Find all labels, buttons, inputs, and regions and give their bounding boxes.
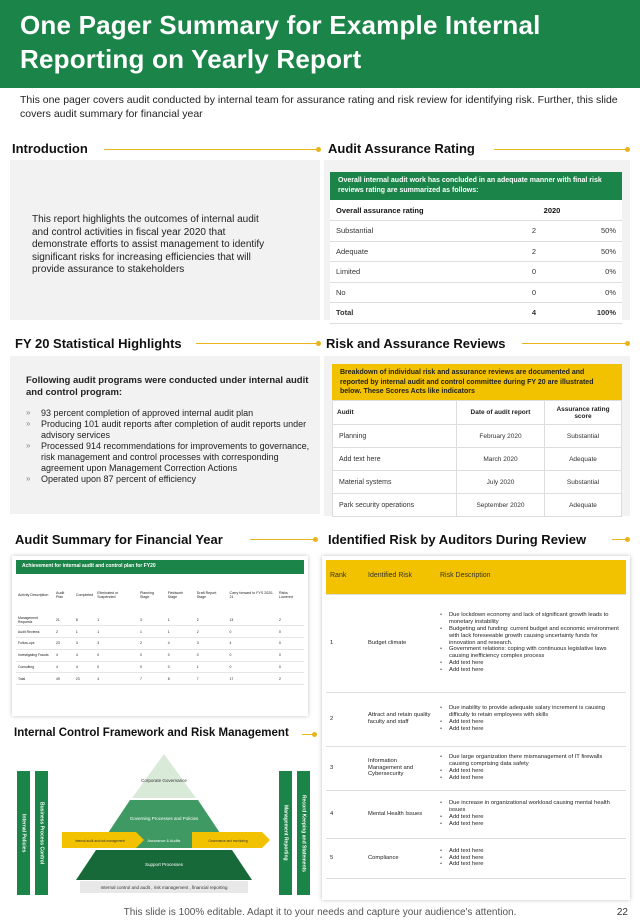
risk-cell: Information Management and Cybersecurity: [364, 746, 436, 790]
table-row: [16, 638, 304, 650]
cell: 1: [74, 626, 95, 638]
cell: 0: [482, 282, 542, 303]
header-cell: Identified Risk: [364, 560, 436, 594]
list-item: » Producing 101 audit reports after completion of audit reports under advisory services: [26, 419, 311, 441]
cell: July 2020: [457, 471, 545, 494]
introduction-text: This report highlights the outcomes of internal audit and control activities in fiscal year 2020 that demonstrate efforts to assist management to identify significant risks for increasing efficiencies that will provide assurance to stakeholders: [32, 214, 265, 275]
cell: 4: [54, 649, 74, 661]
page-number: 22: [616, 907, 628, 918]
table-row: [330, 241, 622, 262]
divider-dot: [316, 341, 321, 346]
title-banner: [0, 0, 640, 88]
header-cell: Eliminated or Suspended: [97, 591, 119, 599]
header-cell: Risks Lowered: [279, 591, 293, 599]
page-title: One Pager Summary for Example Internal Reporting on Yearly Report: [20, 10, 541, 74]
cell: 0: [195, 649, 228, 661]
list-item: • Government relations: coping with continuous legislative laws causing inefficiency complex process: [440, 646, 622, 660]
right-arrow-label: Governance and monitoring: [208, 839, 248, 843]
cell: 1: [195, 661, 228, 673]
cell: 4: [95, 673, 138, 685]
audit-rating-table: [330, 200, 622, 324]
identified-risk-table: [326, 560, 626, 879]
audit-summary-table: [16, 576, 304, 685]
cell: Planning: [333, 425, 457, 448]
table-header: [326, 560, 626, 594]
header-cell: Completed: [75, 593, 94, 597]
cell: Adequate: [330, 241, 482, 262]
description-list: [440, 705, 622, 732]
cell: February 2020: [457, 425, 545, 448]
list-item: • Add text here: [440, 861, 622, 868]
table-row: [333, 425, 622, 448]
pyramid-diagram: [56, 752, 272, 896]
cell: Audit Reviews: [16, 626, 54, 638]
cell: September 2020: [457, 494, 545, 517]
header-cell: Date of audit report: [457, 401, 545, 425]
header-cell: Activity Description: [18, 593, 49, 597]
list-item: • Add text here: [440, 775, 622, 782]
audit-summary-banner: Achievement for internal audit and control plan for FY20: [16, 560, 304, 574]
table-row: [326, 594, 626, 692]
rank-cell: 2: [326, 692, 364, 746]
base-label: Internal control and audit , risk management , financial reporting: [100, 885, 228, 890]
risk-reviews-banner: Breakdown of individual risk and assurance reviews are documented and reported by internal audit and control committee during FY 20 are illustrated below. These Scores Acts like indicators: [332, 364, 622, 400]
header-cell: Assurance rating score: [545, 401, 622, 425]
risk-cell: Budget climate: [364, 594, 436, 692]
cell: 7: [195, 673, 228, 685]
fy20-content: [26, 375, 311, 485]
cell: 0: [166, 649, 195, 661]
cell: 23: [74, 673, 95, 685]
list-item: • Add text here: [440, 726, 622, 733]
cell: Investigating Frauds: [16, 649, 54, 661]
list-item: » Operated upon 87 percent of efficiency: [26, 474, 311, 485]
cell: 4: [166, 638, 195, 650]
cell: 3: [95, 638, 138, 650]
cell: 2: [195, 614, 228, 626]
table-row: [16, 614, 304, 626]
cell: 2: [482, 221, 542, 242]
cell: 0: [166, 661, 195, 673]
header-cell: Audit: [333, 401, 457, 425]
list-item: • Add text here: [440, 719, 622, 726]
audit-rating-heading: Audit Assurance Rating: [328, 141, 475, 156]
fy20-title: Following audit programs were conducted under internal audit and control program:: [26, 375, 309, 398]
divider-dot: [625, 147, 630, 152]
management-reporting-bar: Management Reporting: [279, 771, 292, 895]
cell: 0%: [542, 262, 622, 283]
divider: [104, 149, 318, 150]
cell: 4: [482, 303, 542, 324]
header-cell: Fieldwork Stage: [167, 591, 184, 599]
table-row: [333, 448, 622, 471]
description-list: [440, 612, 622, 673]
risk-cell: Mental Health Issues: [364, 790, 436, 838]
table-row: [16, 673, 304, 685]
list-item: » Processed 914 recommendations for improvements to governance, risk management and control processes with corresponding agreement upon Management Correction Actions: [26, 441, 311, 474]
cell: 0: [227, 649, 277, 661]
divider: [250, 539, 316, 540]
list-item: • Add text here: [440, 855, 622, 862]
description-list: [440, 800, 622, 827]
tier-label: Corporate Governance: [141, 778, 187, 783]
intro-text: This one pager covers audit conducted by internal team for assurance rating and risk review for identifying risk. Further, this slide covers audit summary for financial year: [20, 94, 618, 120]
cell: 0: [138, 649, 166, 661]
tier-label: Support Processes: [144, 862, 184, 867]
pyramid-top: [132, 754, 196, 798]
cell: 50%: [542, 221, 622, 242]
cell: Limited: [330, 262, 482, 283]
cell: 0: [277, 638, 304, 650]
table-row: [326, 692, 626, 746]
list-item: • Add text here: [440, 667, 622, 674]
divider-dot: [625, 341, 630, 346]
audit-summary-heading: Audit Summary for Financial Year: [15, 532, 223, 547]
fy20-heading: FY 20 Statistical Highlights: [15, 336, 182, 351]
record-keeping-bar: Record Keeping and Statements: [297, 771, 310, 895]
table-row: [16, 649, 304, 661]
risk-cell: Attract and retain quality faculty and staff: [364, 692, 436, 746]
cell: 2: [138, 638, 166, 650]
cell: 3: [138, 614, 166, 626]
header-cell: Risk Description: [436, 560, 626, 594]
list-item: • Add text here: [440, 848, 622, 855]
cell: 3: [74, 638, 95, 650]
cell: 4: [74, 649, 95, 661]
cell: 50%: [542, 241, 622, 262]
header-cell: Planning Stage: [139, 591, 154, 599]
list-item: • Due inability to provide adequate salary increment is causing difficulty to retain employees with skills: [440, 705, 622, 719]
cell: Consulting: [16, 661, 54, 673]
cell: Park security operations: [333, 494, 457, 517]
table-row: [326, 790, 626, 838]
cell: 2: [195, 626, 228, 638]
cell: 0: [95, 649, 138, 661]
cell: Total: [16, 673, 54, 685]
cell: 8: [166, 673, 195, 685]
cell: Adequate: [545, 448, 622, 471]
header-cell: 2020: [482, 200, 622, 221]
description-cell: [436, 594, 626, 692]
cell: 4: [74, 661, 95, 673]
cell: 13: [227, 614, 277, 626]
table-row: [326, 746, 626, 790]
cell: 0: [227, 626, 277, 638]
rank-cell: 5: [326, 838, 364, 878]
header-cell: Draft Report Stage: [196, 591, 217, 599]
table-row: [330, 221, 622, 242]
description-cell: [436, 746, 626, 790]
list-item: • Due large organization there mismanagement of IT firewalls causing comprising data safety: [440, 754, 622, 768]
divider-dot: [313, 537, 318, 542]
risk-reviews-heading: Risk and Assurance Reviews: [326, 336, 506, 351]
cell: 0: [95, 661, 138, 673]
cell: Total: [330, 303, 482, 324]
cell: 0: [277, 649, 304, 661]
header-cell: Audit Plan: [56, 591, 65, 599]
cell: 17: [227, 673, 277, 685]
divider: [196, 343, 318, 344]
table-row: [16, 626, 304, 638]
rank-cell: 3: [326, 746, 364, 790]
cell: 49: [54, 673, 74, 685]
list-item: • Due lockdown economy and lack of significant growth leads to monetary instability: [440, 612, 622, 626]
rank-cell: 4: [326, 790, 364, 838]
risk-reviews-table: [332, 400, 622, 517]
description-list: [440, 848, 622, 868]
divider-dot: [312, 732, 317, 737]
cell: 2: [482, 241, 542, 262]
cell: 0: [482, 262, 542, 283]
cell: Substantial: [545, 425, 622, 448]
cell: Follow-ups: [16, 638, 54, 650]
cell: Management Requests: [16, 614, 54, 626]
cell: 0: [227, 661, 277, 673]
cell: 4: [227, 638, 277, 650]
cell: 21: [54, 614, 74, 626]
cell: 2: [277, 614, 304, 626]
cell: 0: [277, 626, 304, 638]
cell: Material systems: [333, 471, 457, 494]
framework-heading: Internal Control Framework and Risk Management: [14, 727, 289, 739]
cell: 23: [54, 638, 74, 650]
cell: 4: [54, 661, 74, 673]
cell: 100%: [542, 303, 622, 324]
internal-policies-bar: Internal Policies: [17, 771, 30, 895]
cell: 0%: [542, 282, 622, 303]
description-list: [440, 754, 622, 781]
audit-rating-banner: Overall internal audit work has concluded in an adequate manner with final risk reviews rating are summarized as follows:: [330, 172, 622, 200]
divider-dot: [625, 537, 630, 542]
cell: 2: [277, 673, 304, 685]
table-row: [333, 471, 622, 494]
table-row: [333, 494, 622, 517]
cell: 0: [277, 661, 304, 673]
cell: March 2020: [457, 448, 545, 471]
list-item: • Add text here: [440, 814, 622, 821]
cell: 2: [54, 626, 74, 638]
cell: 1: [166, 626, 195, 638]
cell: 1: [166, 614, 195, 626]
cell: Add text here: [333, 448, 457, 471]
description-cell: [436, 838, 626, 878]
list-item: • Budgeting and funding: current budget and economic environment with lack foreseeable growth causing uncertainty funds for innovation and research.: [440, 626, 622, 646]
header-cell: Carry forward to FYS 2020-21: [229, 591, 274, 599]
table-row: [330, 262, 622, 283]
introduction-heading: Introduction: [12, 141, 88, 156]
divider-dot: [316, 147, 321, 152]
left-arrow-label: Internal audit and risk management: [75, 839, 125, 843]
cell: 1: [138, 626, 166, 638]
header-cell: Rank: [326, 560, 364, 594]
cell: 1: [95, 626, 138, 638]
list-item: » 93 percent completion of approved internal audit plan: [26, 408, 311, 419]
table-row: [326, 838, 626, 878]
table-header: [333, 401, 622, 425]
cell: No: [330, 282, 482, 303]
cell: 7: [138, 673, 166, 685]
table-row: [16, 661, 304, 673]
risk-cell: Compliance: [364, 838, 436, 878]
description-cell: [436, 692, 626, 746]
table-header: [330, 200, 622, 221]
divider: [494, 149, 628, 150]
cell: Adequate: [545, 494, 622, 517]
cell: 0: [138, 661, 166, 673]
list-item: • Due increase in organizational workload causing mental health issues: [440, 800, 622, 814]
business-process-bar: Business Process Control: [35, 771, 48, 895]
cell: 3: [195, 638, 228, 650]
identified-risk-heading: Identified Risk by Auditors During Review: [328, 532, 587, 547]
header-cell: Overall assurance rating: [330, 200, 482, 221]
table-header: [16, 576, 304, 614]
cell: 8: [74, 614, 95, 626]
tier-label: Governing Processes and Policies: [129, 816, 199, 821]
fy20-list: [26, 408, 311, 485]
description-cell: [436, 790, 626, 838]
assurance-label: Assurance & Audits: [147, 839, 181, 843]
list-item: • Add text here: [440, 660, 622, 667]
footer-note: This slide is 100% editable. Adapt it to your needs and capture your audience's attention.: [123, 907, 517, 918]
table-row: [330, 282, 622, 303]
table-row: [330, 303, 622, 324]
list-item: • Add text here: [440, 768, 622, 775]
cell: 1: [95, 614, 138, 626]
list-item: • Add text here: [440, 821, 622, 828]
divider: [522, 343, 628, 344]
cell: Substantial: [545, 471, 622, 494]
rank-cell: 1: [326, 594, 364, 692]
cell: Substantial: [330, 221, 482, 242]
